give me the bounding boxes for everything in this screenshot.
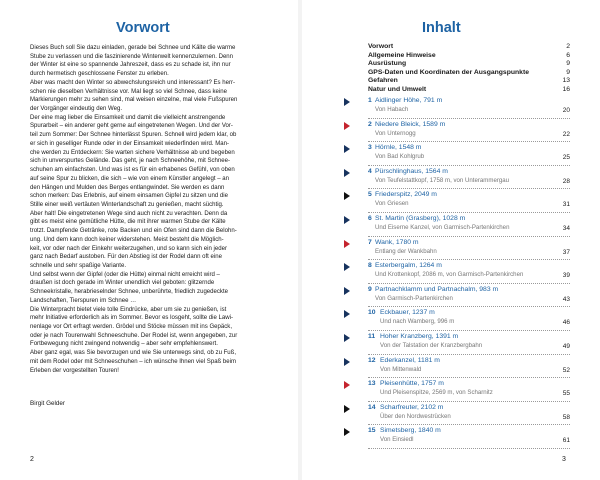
foreword-line: keit, vor oder nach der Einkehr weiterzugehen, und so kann sich ein jeder — [30, 245, 227, 252]
foreword-line: Dieses Buch soll Sie dazu einladen, gerade bei Schnee und Kälte die warme — [30, 45, 236, 51]
toc-entry[interactable] — [368, 52, 570, 61]
tour-subtitle: Von Mittenwald — [380, 365, 422, 373]
tour-page: 49 — [562, 342, 570, 350]
tour-entry[interactable] — [344, 333, 570, 357]
tour-page: 43 — [562, 295, 570, 303]
foreword-line: Stube zu verlassen und die faszinierende Winterwelt kennenzulernen. Denn — [30, 53, 234, 60]
foreword-line: er sich in geselliger Runde oder in der Einsamkeit wiederfinden wird. Man- — [30, 140, 229, 147]
tour-page: 20 — [562, 107, 570, 114]
tour-title: Partnachklamm und Partnachalm, 983 m — [375, 285, 499, 293]
toc-entry-label: Gefahren — [368, 77, 398, 85]
tour-title: Scharfreuter, 2102 m — [380, 403, 444, 411]
foreword-line: Stille einer weiß vertäuten Winterlandschaft zu genießen, macht süchtig. — [30, 201, 224, 208]
tour-entry[interactable] — [344, 191, 570, 215]
foreword-line: oder je nach Tourenwahl Schneeschuhe. Der Rodel ist, wenn angegeben, zur — [30, 332, 238, 339]
toc-entry[interactable] — [368, 43, 570, 52]
tour-number: 13 — [368, 380, 376, 388]
toc-entry-label: Natur und Umwelt — [368, 85, 427, 93]
tour-page: 37 — [562, 248, 570, 256]
tour-number: 6 — [368, 214, 372, 222]
tour-page: 28 — [562, 177, 570, 185]
tour-page: 31 — [562, 201, 570, 209]
tour-entry[interactable] — [344, 286, 570, 310]
tour-entry[interactable] — [344, 427, 570, 451]
foreword-line: mehr Initiative erforderlich als im Sommer. Bevor es losgeht, sollte die Lawi- — [30, 315, 233, 322]
left-page — [0, 0, 296, 480]
toc-entry-label: Ausrüstung — [368, 60, 407, 68]
tour-number: 2 — [368, 120, 372, 128]
tour-subtitle: Und Krottenkopf, 2086 m, von Garmisch-Partenkirchen — [375, 271, 524, 279]
dotted-divider — [368, 330, 570, 331]
foreword-line: Und selbst wenn der Gipfel (oder die Hütte) einmal nicht erreicht wird – — [30, 271, 220, 278]
tour-entry[interactable] — [344, 144, 570, 168]
foreword-line: Fortbewegung nicht zwingend notwendig – aber sehr empfehlenswert. — [30, 341, 218, 348]
foreword-line: sich in unverspurtes Gelände. Das geht, je nach Schneehöhe, mit Schnee- — [30, 158, 231, 165]
foreword-line: der Vorgänger eindeutig den Weg. — [30, 106, 123, 113]
tour-subtitle: Von Bad Kohlgrub — [375, 153, 425, 161]
foreword-line: den Hängen und Mulden des Berges entlangwindet. Sie werden es dann — [30, 184, 225, 191]
tour-number: 8 — [368, 262, 372, 270]
foreword-line: draußen ist doch gerade im Winter unendlich viel geboten: glitzernde — [30, 280, 215, 287]
tour-subtitle: Von der Talstation der Kranzbergbahn — [380, 341, 483, 349]
dotted-divider — [368, 236, 570, 237]
page-title: Vorwort — [116, 20, 170, 36]
tour-number: 12 — [368, 356, 376, 364]
difficulty-arrow-icon — [344, 310, 350, 318]
difficulty-arrow-icon — [344, 405, 350, 413]
toc-entry[interactable] — [368, 86, 570, 95]
foreword-line: Schneekristalle, herabrieselnder Schnee, unberührte, friedlich zugedeckte — [30, 289, 228, 296]
dotted-divider — [368, 141, 570, 142]
tour-number: 7 — [368, 238, 372, 246]
tour-subtitle: Von Einsiedl — [380, 436, 414, 444]
foreword-line: Aber ganz egal, was Sie bevorzugen und wie Sie unterwegs sind, ob zu Fuß, — [30, 350, 237, 357]
tour-title: Pleisenhütte, 1757 m — [380, 380, 444, 388]
foreword-line: ung. Und dem kann doch keiner widerstehen. Meist besteht die Möglich- — [30, 236, 224, 243]
toc-entry[interactable] — [368, 77, 570, 86]
front-matter-list — [368, 43, 570, 95]
tour-entry[interactable] — [344, 239, 570, 263]
tour-subtitle: Von Teufelstattkopf, 1758 m, von Unterammergau — [375, 176, 510, 184]
tour-entry[interactable] — [344, 357, 570, 381]
tour-number: 11 — [368, 332, 376, 340]
tour-title: Wank, 1780 m — [375, 238, 419, 246]
difficulty-arrow-icon — [344, 334, 350, 342]
tour-page: 34 — [562, 224, 570, 232]
toc-entry-label: Vorwort — [368, 43, 394, 50]
dotted-divider — [368, 165, 570, 166]
tour-title: Ederkanzel, 1181 m — [380, 356, 440, 364]
difficulty-arrow-icon — [344, 98, 350, 106]
tour-entry[interactable] — [344, 309, 570, 333]
dotted-divider — [368, 283, 570, 284]
tour-entry[interactable] — [344, 121, 570, 145]
tour-entry[interactable] — [344, 97, 570, 121]
tour-title: Hoher Kranzberg, 1391 m — [380, 332, 459, 340]
foreword-line: durch hermetisch geschlossene Fenster zu erleben. — [30, 71, 169, 78]
difficulty-arrow-icon — [344, 263, 350, 271]
foreword-line: trotzt. Dampfende Getränke, rote Backen und ein Ofen sind dann die Belohn- — [30, 228, 237, 235]
tour-page: 39 — [562, 272, 570, 280]
tour-page: 52 — [562, 366, 570, 374]
foreword-line: der Winter ist eine so spannende Jahreszeit, dass es zu schade ist, ihn nur — [30, 62, 231, 69]
tour-title: Niedere Bleick, 1589 m — [375, 120, 446, 128]
toc-entry-label: Allgemeine Hinweise — [368, 51, 436, 59]
tour-page: 55 — [562, 390, 570, 398]
difficulty-arrow-icon — [344, 169, 350, 177]
foreword-line: Erleben der vorgestellten Touren! — [30, 367, 119, 374]
toc-entry-page: 9 — [566, 68, 570, 76]
difficulty-arrow-icon — [344, 358, 350, 366]
tour-number: 14 — [368, 403, 376, 411]
difficulty-arrow-icon — [344, 381, 350, 389]
foreword-line: schuhen am einfachsten. Und was ist es für ein erhabenes Gefühl, von oben — [30, 167, 235, 174]
tour-entry[interactable] — [344, 404, 570, 428]
foreword-line: ganz nach Bedarf austoben. Für den Abstieg ist der Rodel dann oft eine — [30, 254, 222, 261]
tour-subtitle: Entlang der Wankbahn — [375, 247, 437, 255]
foreword-line: Markierungen mehr zu sehen sind, mal weisen einzelne, mal viele Fußspuren — [30, 97, 238, 104]
tour-page: 61 — [562, 437, 570, 445]
tour-title: St. Martin (Grasberg), 1028 m — [375, 214, 466, 222]
dotted-divider — [368, 188, 570, 189]
tour-subtitle: Von Garmisch-Partenkirchen — [375, 294, 453, 302]
tour-subtitle: Von Unternogg — [375, 129, 416, 137]
tour-entry[interactable] — [344, 380, 570, 404]
tour-title: Pürschlinghaus, 1564 m — [375, 167, 448, 175]
tour-entry[interactable] — [344, 262, 570, 286]
author-name: Birgit Gelder — [30, 400, 65, 407]
toc-entry-page: 9 — [566, 60, 570, 68]
difficulty-arrow-icon — [344, 428, 350, 436]
dotted-divider — [368, 377, 570, 378]
toc-entry-page: 2 — [566, 43, 570, 50]
foreword-line: schen nie dieselben Verhältnisse vor. Mal liegt so viel Schnee, dass keine — [30, 88, 227, 95]
difficulty-arrow-icon — [344, 145, 350, 153]
foreword-line: mit dem Rodel oder mit Schneeschuhen – ich wünsche Ihnen viel Spaß beim — [30, 358, 237, 365]
tour-number: 15 — [368, 427, 376, 435]
tour-entry[interactable] — [344, 215, 570, 239]
dotted-divider — [368, 448, 570, 449]
tour-subtitle: Und Pleisenspitze, 2569 m, von Scharnitz — [380, 389, 493, 397]
tour-subtitle: Und Eiserne Kanzel, von Garmisch-Partenkirchen — [375, 223, 510, 231]
tour-number: 3 — [368, 144, 372, 152]
tour-page: 22 — [562, 130, 570, 138]
foreword-line: Landschaften, Tierspuren im Schnee … — [30, 297, 137, 304]
tour-title: Aidlinger Höhe, 791 m — [375, 97, 443, 104]
foreword-line: Der eine mag lieber die Einsamkeit und damit die vielleicht anstrengende — [30, 114, 226, 121]
toc-entry[interactable] — [368, 69, 570, 78]
difficulty-arrow-icon — [344, 240, 350, 248]
dotted-divider — [368, 118, 570, 119]
difficulty-arrow-icon — [344, 287, 350, 295]
difficulty-arrow-icon — [344, 192, 350, 200]
tour-subtitle: Und nach Wamberg, 996 m — [380, 318, 455, 326]
difficulty-arrow-icon — [344, 122, 350, 130]
tour-subtitle: Über den Nordwestrücken — [380, 412, 451, 420]
toc-entry-page: 16 — [562, 85, 570, 93]
tour-subtitle: Von Griesen — [375, 200, 409, 208]
tour-title: Esterbergalm, 1264 m — [375, 262, 442, 270]
tour-title: Friederspitz, 2049 m — [375, 191, 437, 199]
foreword-line: schon merken: Das Erlebnis, auf einem einsamen Gipfel zu sitzen und die — [30, 193, 228, 200]
foreword-line: Aber was macht den Winter so abwechslungsreich und interessant? Es herr- — [30, 79, 236, 86]
tour-number: 1 — [368, 97, 372, 104]
foreword-line: Spurarbeit – ein anderer geht gerne auf eingetretenen Wegen. Und der Vor- — [30, 123, 233, 130]
tour-page: 25 — [562, 154, 570, 162]
toc-title: Inhalt — [422, 20, 461, 36]
foreword-line: teil zum Sommer: Der Schnee hinterlässt Spuren. Schnell wird jedem klar, ob — [30, 132, 237, 139]
foreword-line: nenlage vor Ort erfragt werden. Grödel und Stöcke müssen mit ins Gepäck, — [30, 324, 232, 330]
tour-title: Simetsberg, 1840 m — [380, 427, 441, 435]
dotted-divider — [368, 424, 570, 425]
foreword-line: schnelle und sehr spaßige Variante. — [30, 262, 127, 269]
tour-entry[interactable] — [344, 168, 570, 192]
tour-list — [344, 97, 570, 451]
foreword-line: gibt es meist eine gemütliche Hütte, die mit ihrer warmen Stube der Kälte — [30, 219, 226, 226]
difficulty-arrow-icon — [344, 216, 350, 224]
tour-subtitle: Von Habach — [375, 106, 409, 113]
page-number: 2 — [30, 456, 34, 463]
tour-page: 46 — [562, 319, 570, 327]
tour-number: 4 — [368, 167, 372, 175]
dotted-divider — [368, 259, 570, 260]
page-gutter — [298, 0, 302, 480]
foreword-line: auf seine Spur zu blicken, die sich – wie von einem Künstler angelegt – an — [30, 175, 229, 182]
tour-number: 9 — [368, 285, 372, 293]
dotted-divider — [368, 212, 570, 213]
dotted-divider — [368, 306, 570, 307]
foreword-line: che werden zu Entdeckern: Sie warten sichere Verhältnisse ab und begeben — [30, 149, 235, 156]
right-page — [304, 0, 600, 480]
foreword-line: Aber halt! Die eingetretenen Wege sind auch nicht zu verachten. Denn da — [30, 210, 228, 217]
dotted-divider — [368, 354, 570, 355]
tour-title: Hörnle, 1548 m — [375, 144, 422, 152]
toc-entry-page: 13 — [562, 77, 570, 85]
toc-entry-label: GPS-Daten und Koordinaten der Ausgangspunkte — [368, 68, 529, 76]
foreword-line: Die Winterpracht bietet viele tolle Eindrücke, aber um sie zu genießen, ist — [30, 306, 227, 313]
tour-title: Eckbauer, 1237 m — [380, 309, 435, 317]
tour-page: 58 — [562, 413, 570, 421]
dotted-divider — [368, 401, 570, 402]
toc-entry-page: 6 — [566, 51, 570, 59]
toc-entry[interactable] — [368, 60, 570, 69]
page-number: 3 — [562, 456, 566, 463]
tour-number: 10 — [368, 309, 376, 317]
tour-number: 5 — [368, 191, 372, 199]
foreword-text — [30, 44, 274, 375]
